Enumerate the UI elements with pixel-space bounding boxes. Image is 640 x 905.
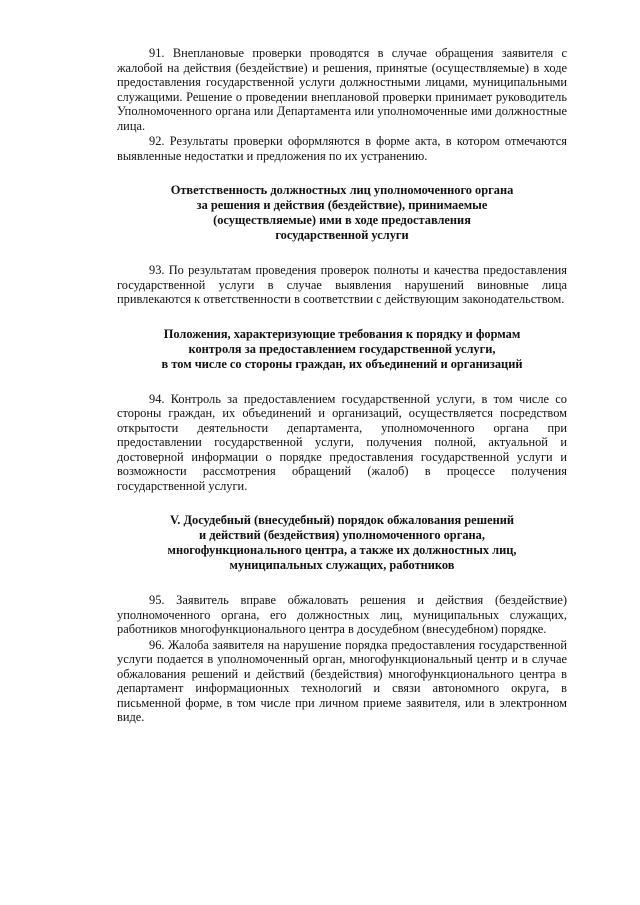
paragraph-95: 95. Заявитель вправе обжаловать решения и действия (бездействие) уполномоченного органа, его должностных лиц, муниципальных служащих, работников многофункционального центра в досудебном (внесудебном) порядке. (117, 593, 567, 636)
heading-line: за решения и действия (бездействие), принимаемые (196, 198, 488, 212)
heading-line: V. Досудебный (внесудебный) порядок обжалования решений (169, 513, 515, 527)
heading-line: в том числе со стороны граждан, их объединений и организаций (161, 356, 523, 371)
paragraph-93: 93. По результатам проведения проверок полноты и качества предоставления государственной услуги в случае выявления нарушений виновные лица привлекаются к ответственности в соответствии с действующим законодательством. (117, 263, 567, 306)
heading-responsibility (117, 183, 567, 243)
heading-line: (осуществляемые) ими в ходе предоставления (213, 213, 471, 227)
heading-line: многофункционального центра, а также их должностных лиц, (167, 543, 517, 557)
document-body (117, 46, 567, 725)
heading-line: контроля за предоставлением государственной услуги, (188, 341, 496, 356)
heading-section-v (117, 513, 567, 573)
paragraph-96: 96. Жалоба заявителя на нарушение порядка предоставления государственной услуги подается в уполномоченный орган, многофункциональный центр и в случае обжалования решений и действий (бездействия) многофункционального центра в департамент информационных технологий и связи автономного округа, в письменной форме, в том числе при личном приеме заявителя, или в электронном виде. (117, 637, 567, 724)
paragraph-92: 92. Результаты проверки оформляются в форме акта, в котором отмечаются выявленные недостатки и предложения по их устранению. (117, 134, 567, 163)
heading-line: государственной услуги (275, 228, 409, 242)
paragraph-94: 94. Контроль за предоставлением государственной услуги, в том числе со стороны граждан, их объединений и организаций, осуществляется посредством открытости деятельности департамента, уполномоченного органа при предоставлении государственной услуги, получения полной, актуальной и достоверной информации о порядке предоставления государственной услуги и возможности рассмотрения обращений (жалоб) в процессе получения государственной услуги. (117, 391, 567, 493)
heading-line: муниципальных служащих, работников (229, 558, 455, 572)
heading-line: и действий (бездействия) уполномоченного органа, (199, 528, 485, 542)
heading-line: Положения, характеризующие требования к порядку и формам (163, 326, 521, 341)
heading-line: Ответственность должностных лиц уполномоченного органа (170, 183, 514, 197)
heading-control-provisions (117, 327, 567, 372)
paragraph-91: 91. Внеплановые проверки проводятся в случае обращения заявителя с жалобой на действия (бездействие) и решения, принятые (осуществляемые) в ходе предоставления государственной услуги должностными лицами, муниципальными служащими. Решение о проведении внеплановой проверки принимает руководитель Уполномоченного органа или Департамента или уполномоченные ими должностные лица. (117, 46, 567, 133)
